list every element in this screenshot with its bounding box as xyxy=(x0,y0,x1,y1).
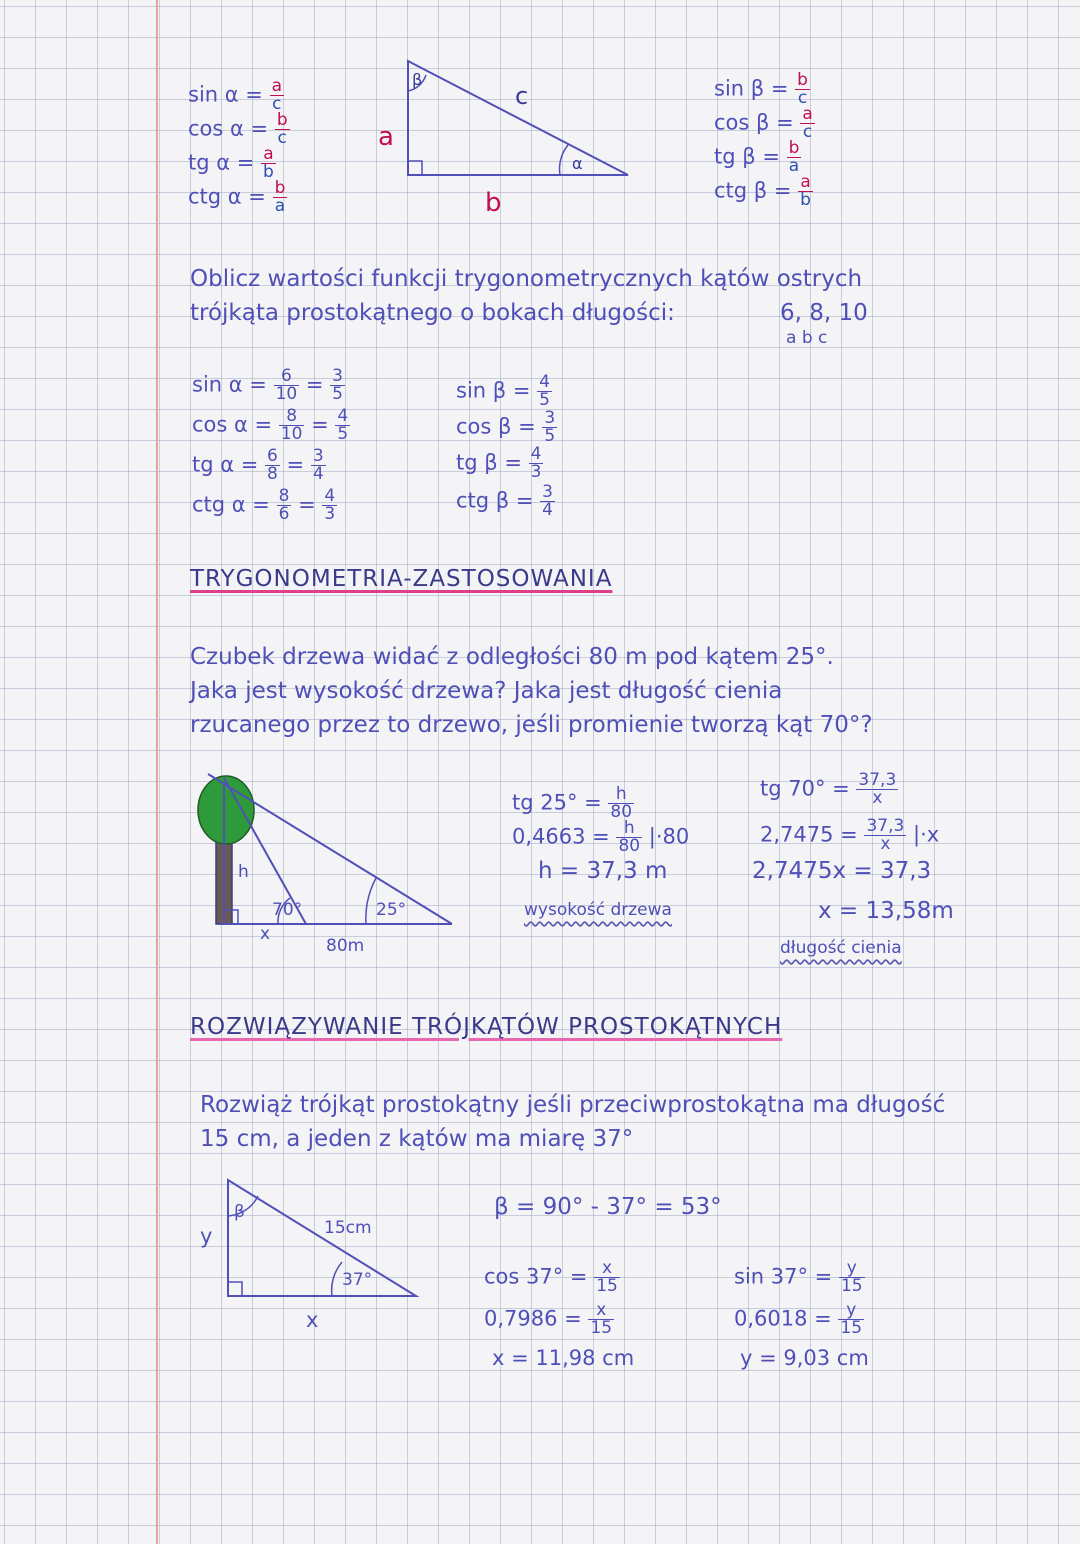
def-ctg-beta: ctg β = $\frac{a}{b}$ xyxy=(714,172,811,210)
def-ctg-alpha: ctg α = $\frac{b}{a}$ xyxy=(188,178,286,216)
hypotenuse-label: 15cm xyxy=(324,1218,372,1238)
sin-result: y = 9,03 cm xyxy=(740,1346,869,1370)
def-cos-beta: cos β = $\frac{a}{c}$ xyxy=(714,104,813,142)
side-c-label: c xyxy=(515,82,529,110)
ex1-sin-beta: sin β = $\frac{4}{5}$ xyxy=(456,372,550,410)
side-a-label: a xyxy=(378,122,394,152)
ex1-cos-alpha: cos α = $\frac{8}{10}$ = $\frac{4}{5}$ xyxy=(192,406,349,444)
def-sin-beta: sin β = $\frac{b}{c}$ xyxy=(714,70,808,108)
sin-line1: sin 37° = $\frac{y}{15}$ xyxy=(734,1258,863,1296)
exercise1-side-labels: a b c xyxy=(786,328,828,348)
angle-70-label: 70° xyxy=(272,900,303,920)
shadow-x-label: x xyxy=(260,924,271,944)
exercise1-line2: trójkąta prostokątnego o bokach długości: xyxy=(190,300,675,326)
calc-left-result: h = 37,3 m xyxy=(538,858,668,884)
tree-height-label: h xyxy=(238,862,249,882)
def-sin-alpha: sin α = $\frac{a}{c}$ xyxy=(188,76,282,114)
def-tg-beta: tg β = $\frac{b}{a}$ xyxy=(714,138,800,176)
tree-figure xyxy=(190,770,460,960)
ex1-cos-beta: cos β = $\frac{3}{5}$ xyxy=(456,408,556,446)
ex1-ctg-beta: ctg β = $\frac{3}{4}$ xyxy=(456,482,553,520)
shadow-length-caption: długość cienia xyxy=(780,938,902,958)
beta-angle-line: β = 90° - 37° = 53° xyxy=(494,1194,722,1220)
section3-line1: Rozwiąż trójkąt prostokątny jeśli przeciwprostokątna ma długość xyxy=(200,1092,946,1118)
angle-37-label: 37° xyxy=(342,1270,373,1290)
ex1-tg-alpha: tg α = $\frac{6}{8}$ = $\frac{3}{4}$ xyxy=(192,446,324,484)
margin-line xyxy=(156,0,158,1544)
section2-line3: rzucanego przez to drzewo, jeśli promienie tworzą kąt 70°? xyxy=(190,712,873,738)
definition-triangle xyxy=(400,55,640,185)
calc-right-line1: tg 70° = $\frac{37,3}{x}$ xyxy=(760,770,897,808)
ex1-sin-alpha: sin α = $\frac{6}{10}$ = $\frac{3}{5}$ xyxy=(192,366,343,404)
ex1-tg-beta: tg β = $\frac{4}{3}$ xyxy=(456,444,542,482)
section2-line2: Jaka jest wysokość drzewa? Jaka jest długość cienia xyxy=(190,678,783,704)
leg-x-label: x xyxy=(306,1308,319,1332)
section3-line2: 15 cm, a jeden z kątów ma miarę 37° xyxy=(200,1126,634,1152)
section2-title: TRYGONOMETRIA-ZASTOSOWANIA xyxy=(190,566,613,592)
leg-y-label: y xyxy=(200,1224,213,1248)
calc-left-line1: tg 25° = $\frac{h}{80}$ xyxy=(512,784,633,822)
section3-title: ROZWIĄZYWANIE TRÓJKĄTÓW PROSTOKĄTNYCH xyxy=(190,1014,783,1040)
angle-beta-marker: β xyxy=(234,1202,245,1222)
calc-right-result: x = 13,58m xyxy=(818,898,954,924)
distance-80m-label: 80m xyxy=(326,936,365,956)
cos-line1: cos 37° = $\frac{x}{15}$ xyxy=(484,1258,618,1296)
cos-line2: 0,7986 = $\frac{x}{15}$ xyxy=(484,1300,613,1338)
ex1-ctg-alpha: ctg α = $\frac{8}{6}$ = $\frac{4}{3}$ xyxy=(192,486,336,524)
def-tg-alpha: tg α = $\frac{a}{b}$ xyxy=(188,144,274,182)
cos-result: x = 11,98 cm xyxy=(492,1346,635,1370)
exercise1-sides: 6, 8, 10 xyxy=(780,300,868,326)
calc-left-line2: 0,4663 = $\frac{h}{80}$ |·80 xyxy=(512,818,690,856)
angle-25-label: 25° xyxy=(376,900,407,920)
sin-line2: 0,6018 = $\frac{y}{15}$ xyxy=(734,1300,863,1338)
angle-alpha-label: α xyxy=(572,154,583,173)
calc-right-line3: 2,7475x = 37,3 xyxy=(752,858,932,884)
calc-right-line2: 2,7475 = $\frac{37,3}{x}$ |·x xyxy=(760,816,940,854)
section2-line1: Czubek drzewa widać z odległości 80 m pod kątem 25°. xyxy=(190,644,834,670)
angle-beta-label: β xyxy=(412,70,423,89)
def-cos-alpha: cos α = $\frac{b}{c}$ xyxy=(188,110,288,148)
right-triangle-figure xyxy=(222,1176,422,1302)
tree-height-caption: wysokość drzewa xyxy=(524,900,672,920)
exercise1-line1: Oblicz wartości funkcji trygonometrycznych kątów ostrych xyxy=(190,266,863,292)
side-b-label: b xyxy=(485,188,502,218)
